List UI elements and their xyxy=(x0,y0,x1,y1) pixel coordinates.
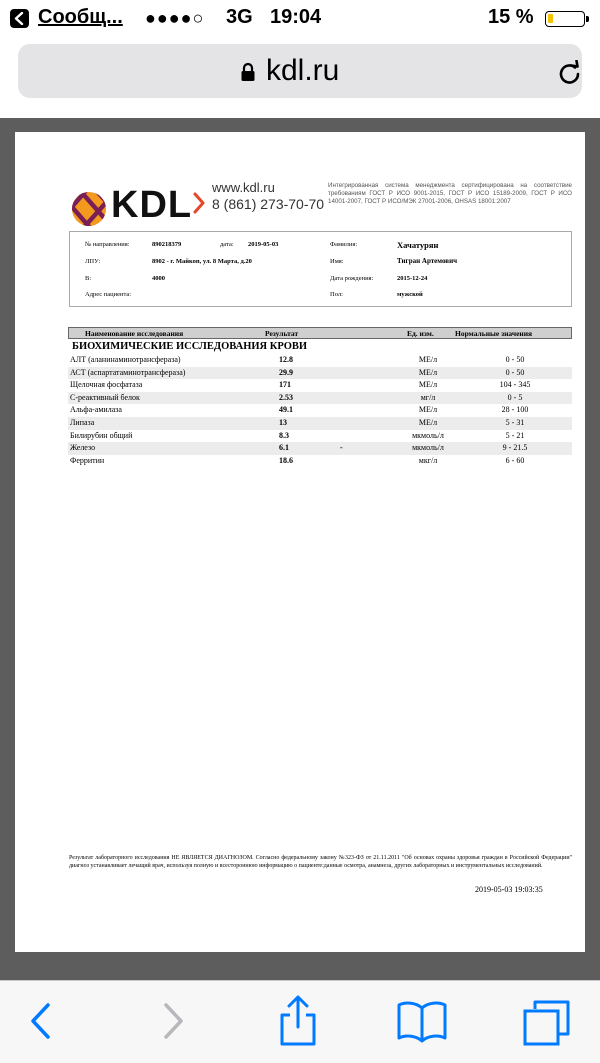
reload-icon[interactable] xyxy=(556,60,584,88)
row-unit: МЕ/л xyxy=(418,367,438,377)
v-label: В: xyxy=(85,275,92,282)
patient-info-box xyxy=(69,231,572,307)
table-row xyxy=(68,354,572,367)
header-result: Результат xyxy=(265,329,299,338)
kdl-logo-text: KDL xyxy=(111,184,193,226)
header-name: Наименование исследования xyxy=(85,329,184,338)
row-result: 12.8 xyxy=(279,355,293,364)
row-norm: 28 - 100 xyxy=(501,405,529,415)
v-value: 4000 xyxy=(152,275,165,282)
date-value: 2019-05-03 xyxy=(248,241,279,248)
browser-toolbar xyxy=(0,980,600,1063)
network-type: 3G xyxy=(226,6,253,28)
row-name: Щелочная фосфатаза xyxy=(70,380,143,390)
lock-icon xyxy=(240,62,256,82)
battery-fill xyxy=(548,14,553,23)
battery-percent: 15 % xyxy=(488,6,534,28)
row-unit: мкмоль/л xyxy=(412,443,444,453)
row-unit: МЕ/л xyxy=(418,418,438,427)
document-page xyxy=(15,132,585,952)
row-norm: 5 - 31 xyxy=(505,418,525,427)
battery-icon xyxy=(545,11,585,27)
table-row xyxy=(68,442,572,455)
certification-text: Интегрированная система менеджмента сертифицирована на соответствие требованиям ГОСТ Р ИСО 9001-2015, ГОСТ Р ИСО 15189-2009, ГОСТ Р ИСО 14001-2007, ГОСТ Р ИСО/МЭК 27001-2006, OHSAS 18001:2007 xyxy=(328,182,572,205)
name-label: Имя: xyxy=(330,258,344,265)
header-unit: Ед. изм. xyxy=(407,329,434,338)
forward-icon[interactable] xyxy=(160,999,186,1043)
lpu-value: 8902 - г. Майкоп, ул. 8 Марта, д.20 xyxy=(152,258,252,265)
pdf-viewer[interactable] xyxy=(0,118,600,980)
row-name: С-реактивный белок xyxy=(70,392,140,402)
row-result: 13 xyxy=(279,418,287,427)
signal-strength: ●●●●○ xyxy=(145,8,205,28)
share-icon[interactable] xyxy=(276,995,320,1047)
row-flag: - xyxy=(340,443,343,453)
header-norm: Нормальные значения xyxy=(455,329,533,338)
row-name: Билирубин общий xyxy=(70,430,133,440)
row-norm: 5 - 21 xyxy=(505,430,525,440)
lab-website: www.kdl.ru xyxy=(212,180,275,195)
lab-phone: 8 (861) 273-70-70 xyxy=(212,196,325,212)
row-unit: мг/л xyxy=(420,392,436,402)
bookmarks-icon[interactable] xyxy=(396,999,448,1043)
table-row xyxy=(68,455,572,468)
row-result: 171 xyxy=(279,380,291,390)
table-row xyxy=(68,404,572,417)
row-unit: мкг/л xyxy=(418,455,438,465)
row-result: 18.6 xyxy=(279,455,293,465)
referral-label: № направления: xyxy=(85,241,130,248)
table-row xyxy=(68,417,572,430)
address-bar[interactable] xyxy=(18,44,582,98)
status-bar xyxy=(0,0,600,36)
referral-value: 890218379 xyxy=(152,241,182,248)
lpu-label: ЛПУ: xyxy=(85,258,101,265)
row-unit: МЕ/л xyxy=(418,355,438,364)
back-to-app-icon[interactable] xyxy=(10,9,29,28)
row-name: Липаза xyxy=(70,418,95,427)
row-norm: 0 - 5 xyxy=(507,392,523,402)
back-icon[interactable] xyxy=(28,999,54,1043)
row-result: 29.9 xyxy=(279,367,293,377)
row-unit: МЕ/л xyxy=(418,380,438,390)
sex-label: Пол: xyxy=(330,291,343,298)
row-unit: мкмоль/л xyxy=(412,430,444,440)
clock: 19:04 xyxy=(270,6,322,28)
row-result: 2.53 xyxy=(279,392,293,402)
row-norm: 9 - 21.5 xyxy=(502,443,528,453)
date-label: дата: xyxy=(220,241,234,248)
row-norm: 0 - 50 xyxy=(505,367,525,377)
row-norm: 6 - 60 xyxy=(505,455,525,465)
row-name: АЛТ (аланинаминотрансфераза) xyxy=(70,355,181,364)
results-table-header xyxy=(68,327,572,339)
name-value: Тигран Артемович xyxy=(397,257,458,265)
row-result: 6.1 xyxy=(279,443,289,453)
row-norm: 104 - 345 xyxy=(499,380,531,390)
row-norm: 0 - 50 xyxy=(505,355,525,364)
surname-value: Хачатурян xyxy=(397,240,439,250)
printed-timestamp: 2019-05-03 19:03:35 xyxy=(475,885,543,894)
row-result: 8.3 xyxy=(279,430,289,440)
table-row xyxy=(68,392,572,405)
kdl-logo-icon xyxy=(70,190,108,228)
address-label: Адрес пациента: xyxy=(85,291,132,298)
dob-label: Дата рождения: xyxy=(330,275,374,282)
logo-chevron-icon xyxy=(192,192,206,214)
back-to-app-link[interactable]: Сообщ... xyxy=(38,6,123,28)
table-row xyxy=(68,367,572,380)
tabs-icon[interactable] xyxy=(521,999,573,1047)
dob-value: 2015-12-24 xyxy=(397,275,428,282)
row-name: Альфа-амилаза xyxy=(70,405,122,415)
section-title: БИОХИМИЧЕСКИЕ ИССЛЕДОВАНИЯ КРОВИ xyxy=(72,341,308,352)
row-result: 49.1 xyxy=(279,405,293,415)
page-url[interactable]: kdl.ru xyxy=(266,54,340,87)
row-name: Ферритин xyxy=(70,455,105,465)
table-row xyxy=(68,430,572,443)
sex-value: мужской xyxy=(397,291,423,298)
disclaimer-text: Результат лабораторного исследования НЕ ЯВЛЯЕТСЯ ДИАГНОЗОМ. Согласно федеральному закону №323-ФЗ от 21.11.2011 "Об основах охраны здоровья граждан в Российской Федерации" диагноз устанавливает лечащий врач, используя полную и всестороннюю информацию о пациенте:данные осмотра, анамнеза, других лабораторных и инструментальных исследований. xyxy=(69,855,572,869)
table-row xyxy=(68,379,572,392)
surname-label: Фамилия: xyxy=(330,241,358,248)
row-name: АСТ (аспартатаминотрансфераза) xyxy=(70,367,186,377)
row-name: Железо xyxy=(70,443,96,453)
row-unit: МЕ/л xyxy=(418,405,438,415)
